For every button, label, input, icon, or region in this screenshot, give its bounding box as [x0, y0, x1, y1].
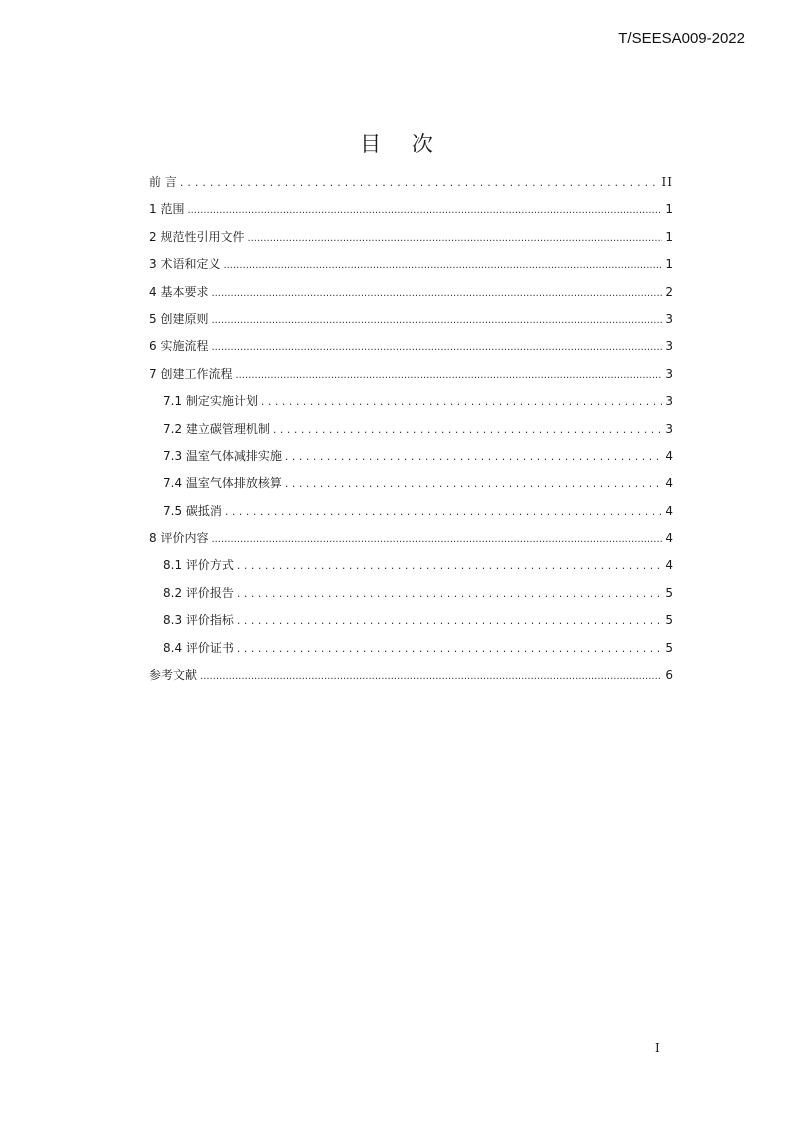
toc-entry[interactable]: [149, 310, 673, 337]
toc-dot-leader: [187, 205, 662, 216]
toc-entry-page: 4: [665, 476, 673, 491]
toc-entry-page: 4: [665, 531, 673, 546]
page-number: I: [655, 1041, 660, 1055]
toc-entry-page: 3: [665, 421, 673, 436]
toc-entry-page: 4: [665, 558, 673, 573]
toc-entry[interactable]: [149, 420, 673, 447]
toc-entry[interactable]: [149, 365, 673, 392]
toc-dot-leader: [273, 423, 662, 436]
toc-entry-page: 3: [665, 394, 673, 409]
toc-dot-leader: [211, 342, 662, 353]
toc-entry-label: 8 评价内容: [149, 531, 209, 546]
toc-entry-label: 5 创建原则: [149, 311, 209, 326]
toc-dot-leader: [237, 642, 662, 655]
toc-entry-label: 7.5 碳抵消: [163, 503, 222, 518]
toc-entry-label: 参考文献: [149, 668, 198, 683]
toc-entry[interactable]: [149, 639, 673, 666]
toc-entry[interactable]: [149, 255, 673, 282]
toc-dot-leader: [235, 370, 662, 381]
toc-entry-page: 5: [665, 585, 673, 600]
toc-entry-label: 7.1 制定实施计划: [163, 394, 258, 409]
toc-dot-leader: [200, 671, 662, 682]
toc-entry-label: 8.3 评价指标: [163, 613, 234, 628]
toc-entry-label: 8.1 评价方式: [163, 558, 234, 573]
toc-dot-leader: [261, 395, 662, 408]
toc-entry-label: 7.2 建立碳管理机制: [163, 421, 270, 436]
table-of-contents: [149, 173, 673, 693]
toc-dot-leader: [225, 505, 662, 518]
toc-entry-page: II: [661, 175, 673, 189]
toc-entry[interactable]: [149, 283, 673, 310]
toc-entry-page: 5: [665, 613, 673, 628]
toc-entry-label: 8.2 评价报告: [163, 585, 234, 600]
toc-entry-page: 3: [665, 311, 673, 326]
toc-entry[interactable]: [149, 666, 673, 693]
toc-entry-page: 6: [665, 668, 673, 683]
toc-entry[interactable]: [149, 337, 673, 364]
toc-dot-leader: [247, 233, 662, 244]
document-code: T/SEESA009-2022: [618, 30, 745, 47]
toc-entry[interactable]: [149, 228, 673, 255]
toc-dot-leader: [223, 260, 662, 271]
toc-entry-page: 1: [665, 202, 673, 217]
toc-entry-label: 7.4 温室气体排放核算: [163, 476, 282, 491]
toc-entry-page: 3: [665, 366, 673, 381]
toc-entry[interactable]: [149, 173, 673, 200]
toc-dot-leader: [237, 587, 662, 600]
toc-dot-leader: [285, 477, 662, 490]
toc-entry-label: 1 范围: [149, 202, 185, 217]
toc-entry-label: 6 实施流程: [149, 339, 209, 354]
toc-entry-page: 1: [665, 257, 673, 272]
toc-entry-label: 前 言: [149, 175, 177, 189]
toc-entry[interactable]: [149, 529, 673, 556]
toc-title: 目 次: [360, 132, 445, 156]
toc-entry-page: 5: [665, 640, 673, 655]
toc-entry-label: 4 基本要求: [149, 284, 209, 299]
toc-entry-label: 3 术语和定义: [149, 257, 221, 272]
toc-entry[interactable]: [149, 447, 673, 474]
toc-entry[interactable]: [149, 584, 673, 611]
toc-dot-leader: [237, 559, 662, 572]
toc-entry-label: 7 创建工作流程: [149, 366, 233, 381]
toc-entry-page: 4: [665, 503, 673, 518]
toc-entry-page: 1: [665, 229, 673, 244]
toc-dot-leader: [211, 534, 662, 545]
toc-entry[interactable]: [149, 611, 673, 638]
toc-entry-page: 4: [665, 448, 673, 463]
toc-entry-label: 8.4 评价证书: [163, 640, 234, 655]
toc-dot-leader: [211, 315, 662, 326]
toc-entry[interactable]: [149, 392, 673, 419]
toc-entry-page: 3: [665, 339, 673, 354]
toc-entry[interactable]: [149, 556, 673, 583]
toc-entry-page: 2: [665, 284, 673, 299]
toc-dot-leader: [237, 614, 662, 627]
toc-dot-leader: [211, 288, 662, 299]
toc-entry-label: 2 规范性引用文件: [149, 229, 245, 244]
toc-entry[interactable]: [149, 502, 673, 529]
toc-dot-leader: [285, 450, 662, 463]
toc-entry[interactable]: [149, 200, 673, 227]
toc-dot-leader: [180, 176, 659, 189]
toc-entry[interactable]: [149, 474, 673, 501]
toc-entry-label: 7.3 温室气体减排实施: [163, 448, 282, 463]
